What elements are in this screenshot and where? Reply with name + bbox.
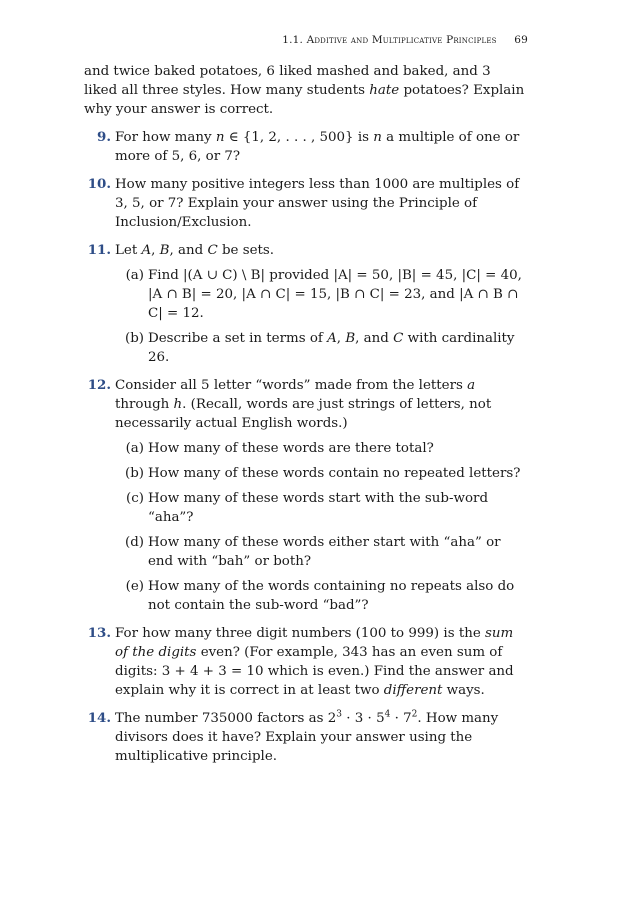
problem-number: 11. xyxy=(87,242,111,258)
subpart-label: (b) xyxy=(124,466,144,481)
subpart-text: Find |(A ∪ C) \ B| provided |A| = 50, |B| = 45, |C| = 40, |A ∩ B| = 20, |A ∩ C| = 15, |B ∩ C| = 23, and |A ∩ B ∩ C| = 12. xyxy=(148,268,522,321)
problem-text: Let A, B, and C be sets. xyxy=(115,243,275,258)
subpart-b xyxy=(115,329,528,367)
problem-text: The number 735000 factors as $2^3 \cdot 3 \cdot 5^4 \cdot 7^2$. How many divisors does it have? Explain your answer using the multiplicative principle. xyxy=(115,709,499,764)
emphasis: sum of the digits xyxy=(115,626,514,660)
subpart-a xyxy=(115,439,528,458)
subpart-label: (b) xyxy=(124,331,144,346)
emphasis: different xyxy=(383,683,443,698)
subpart-text: How many of the words containing no repeats also do not contain the sub-word “bad”? xyxy=(148,579,515,613)
subpart-text: How many of these words either start with “aha” or end with “bah” or both? xyxy=(148,535,501,569)
problem-12 xyxy=(84,376,528,615)
problem-number: 14. xyxy=(87,710,111,726)
subpart-label: (a) xyxy=(125,268,144,283)
subpart-text: How many of these words start with the sub-word “aha”? xyxy=(148,491,489,525)
problem-13 xyxy=(84,624,528,700)
problem-9 xyxy=(84,128,528,166)
subpart-d xyxy=(115,533,528,571)
problem-text: Consider all 5 letter “words” made from the letters a through h. (Recall, words are just strings of letters, not necessarily actual English words.) xyxy=(115,378,492,431)
problem-text: How many positive integers less than 1000 are multiples of 3, 5, or 7? Explain your answer using the Principle of Inclusion/Exclusion. xyxy=(115,177,520,230)
section-title: 1.1. Additive and Multiplicative Principles xyxy=(282,34,497,46)
subpart-text: How many of these words contain no repeated letters? xyxy=(148,466,521,481)
problem-number: 12. xyxy=(87,377,111,393)
subpart-label: (d) xyxy=(124,535,144,550)
emphasis: hate xyxy=(369,83,400,98)
subpart-label: (c) xyxy=(126,491,144,506)
subpart-text: How many of these words are there total? xyxy=(148,441,434,456)
problem-number: 10. xyxy=(87,176,111,192)
exercise-list xyxy=(84,62,528,775)
continuation-text: and twice baked potatoes, 6 liked mashed and baked, and 3 liked all three styles. How many students hate potatoes? Explain why your answer is correct. xyxy=(84,64,525,117)
subpart-e xyxy=(115,577,528,615)
subpart-c xyxy=(115,489,528,527)
problem-11 xyxy=(84,241,528,367)
running-header xyxy=(282,34,528,46)
subpart-a xyxy=(115,266,528,323)
subpart-b xyxy=(115,464,528,483)
problem-number: 9. xyxy=(97,129,111,145)
problem-text: For how many three digit numbers (100 to 999) is the sum of the digits even? (For example, 343 has an even sum of digits: 3 + 4 + 3 = 10 which is even.) Find the answer and explain why it is correct in at least two different ways. xyxy=(115,626,514,698)
subpart-label: (a) xyxy=(125,441,144,456)
subpart-label: (e) xyxy=(125,579,144,594)
page-number: 69 xyxy=(514,34,528,46)
subpart-text: Describe a set in terms of A, B, and C with cardinality 26. xyxy=(148,331,515,365)
problem-10 xyxy=(84,175,528,232)
problem-number: 13. xyxy=(87,625,111,641)
problem-text: For how many n ∈ {1, 2, . . . , 500} is n a multiple of one or more of 5, 6, or 7? xyxy=(115,130,520,164)
problem-14 xyxy=(84,709,528,766)
